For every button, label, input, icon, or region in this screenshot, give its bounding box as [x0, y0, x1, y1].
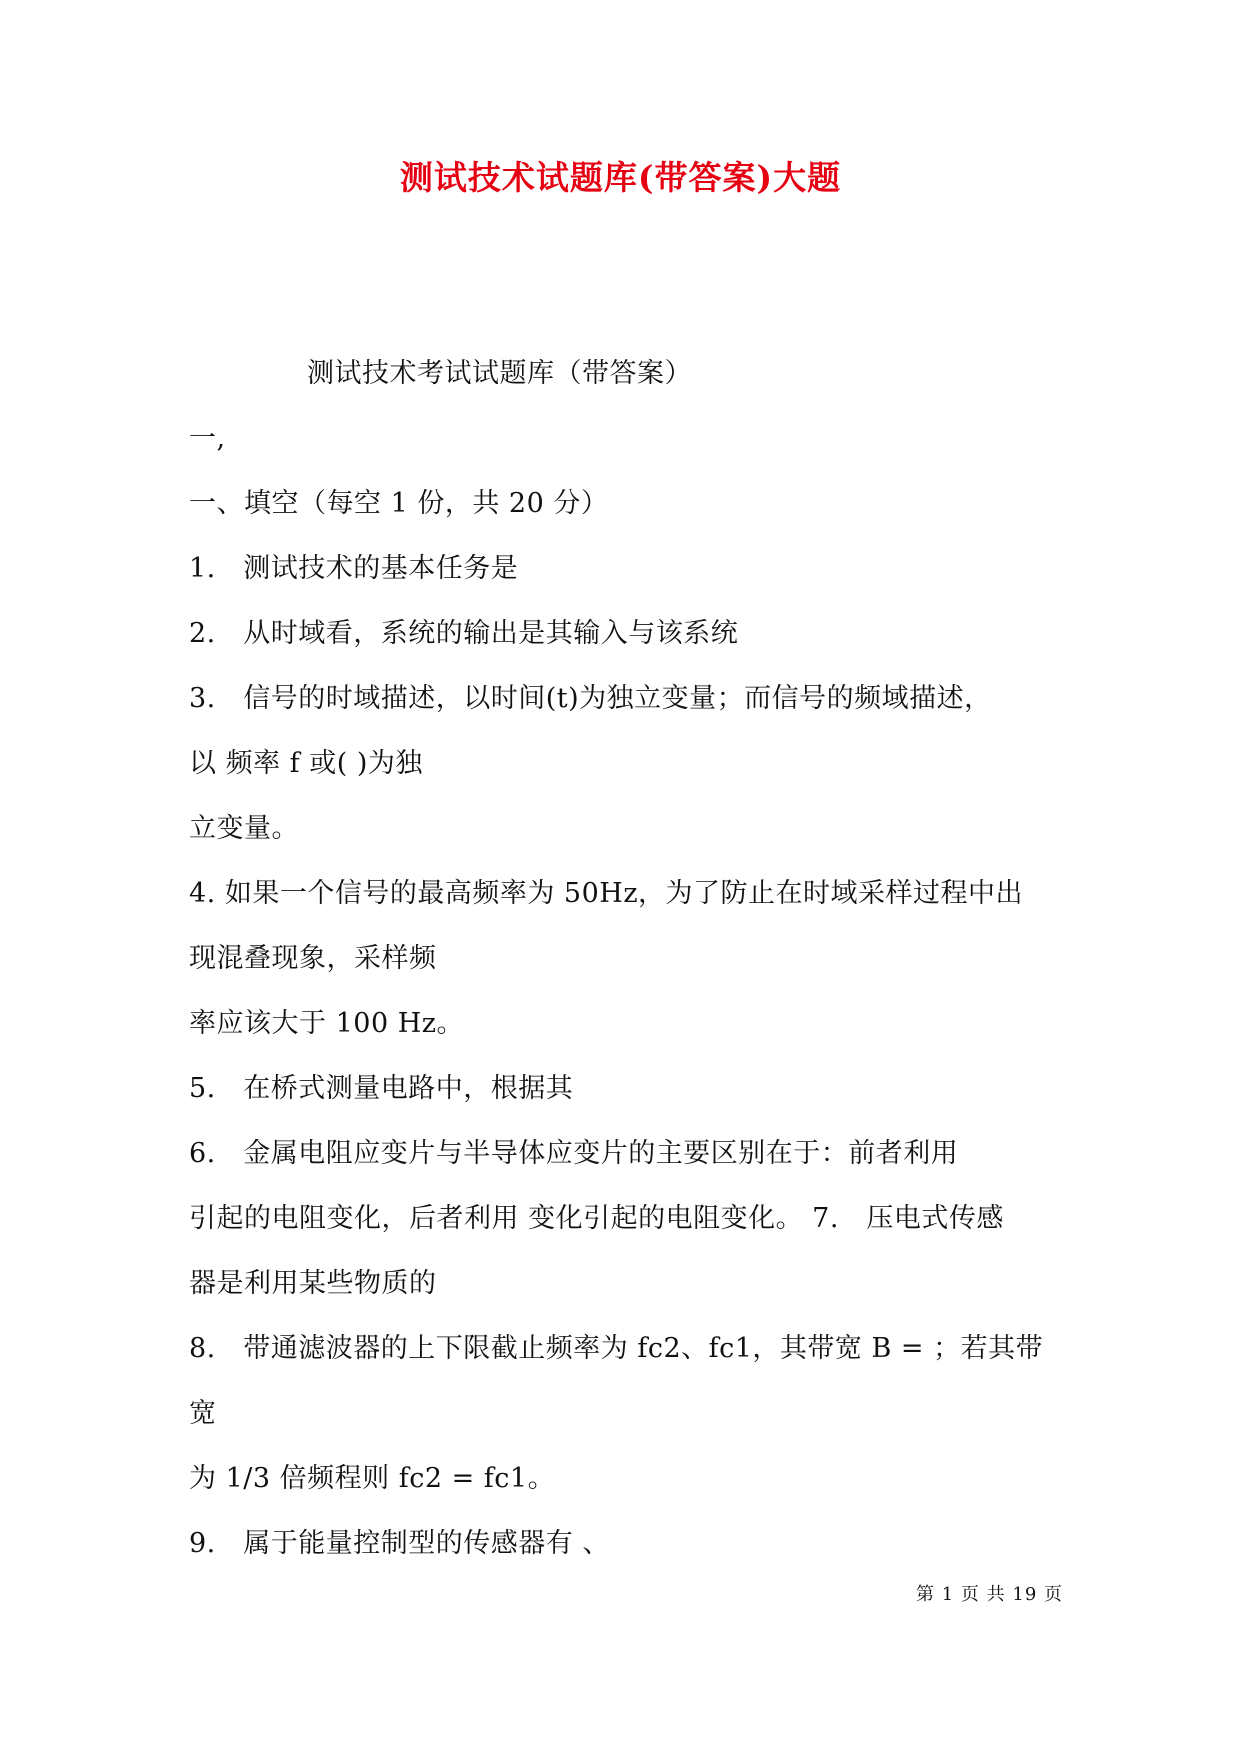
- question-continuation: 器是利用某些物质的: [189, 1268, 437, 1299]
- document-subtitle: 测试技术考试试题库（带答案）: [307, 358, 692, 389]
- question-continuation: 立变量。: [189, 813, 299, 844]
- section-heading: 一、填空（每空 1 份，共 20 分）: [189, 488, 609, 519]
- page-number: 第 1 页 共 19 页: [916, 1584, 1063, 1605]
- question-continuation: 引起的电阻变化，后者利用 变化引起的电阻变化。 7. 压电式传感: [189, 1203, 1004, 1234]
- question-item: 6. 金属电阻应变片与半导体应变片的主要区别在于：前者利用: [189, 1138, 959, 1169]
- question-continuation: 率应该大于 100 Hz。: [189, 1008, 464, 1039]
- text-line: 一,: [189, 423, 226, 454]
- question-continuation: 宽: [189, 1398, 217, 1429]
- question-item: 3. 信号的时域描述，以时间(t)为独立变量；而信号的频域描述，: [189, 683, 992, 714]
- question-item: 5. 在桥式测量电路中，根据其: [189, 1073, 574, 1104]
- page-title: 测试技术试题库(带答案)大题: [399, 158, 842, 197]
- question-item: 9. 属于能量控制型的传感器有 、: [189, 1528, 610, 1559]
- question-continuation: 以 频率 f 或( )为独: [189, 748, 423, 779]
- question-continuation: 为 1/3 倍频程则 fc2 = fc1。: [189, 1463, 556, 1494]
- question-item: 2. 从时域看，系统的输出是其输入与该系统: [189, 618, 739, 649]
- question-item: 8. 带通滤波器的上下限截止频率为 fc2、fc1，其带宽 B = ；若其带: [189, 1333, 1044, 1364]
- question-item: 1. 测试技术的基本任务是: [189, 553, 519, 584]
- question-item: 4. 如果一个信号的最高频率为 50Hz，为了防止在时域采样过程中出: [189, 878, 1024, 909]
- question-continuation: 现混叠现象，采样频: [189, 943, 437, 974]
